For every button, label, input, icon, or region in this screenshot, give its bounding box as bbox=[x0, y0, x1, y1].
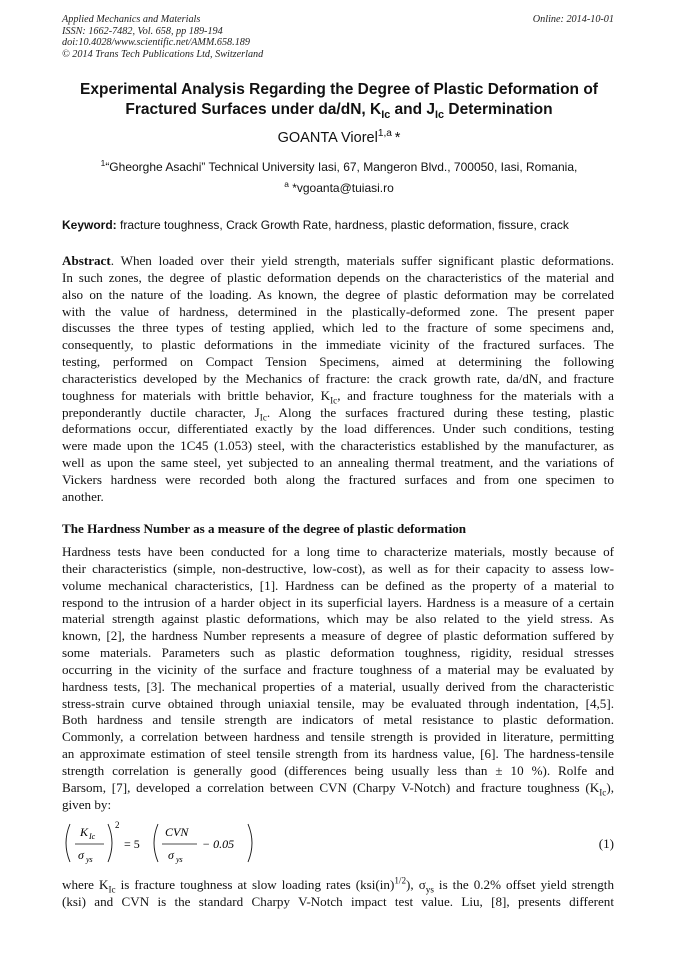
keywords-text: fracture toughness, Crack Growth Rate, hardness, plastic deformation, fissure, crack bbox=[116, 218, 569, 232]
svg-text:Ic: Ic bbox=[89, 832, 96, 841]
online-date: Online: 2014-10-01 bbox=[532, 14, 614, 25]
svg-text:= 5: = 5 bbox=[124, 837, 140, 851]
svg-text:− 0.05: − 0.05 bbox=[202, 837, 235, 851]
svg-text:2: 2 bbox=[115, 820, 120, 830]
equation-number: (1) bbox=[598, 836, 614, 851]
journal-name: Applied Mechanics and Materials bbox=[62, 14, 201, 25]
svg-text:ys: ys bbox=[86, 855, 93, 864]
equation-formula bbox=[62, 818, 322, 868]
svg-text:σ: σ bbox=[78, 848, 84, 862]
title-line-2: Fractured Surfaces under da/dN, $K_{Ic}$ and $J_{Ic}$ Determination bbox=[125, 100, 553, 121]
doi-line: doi:10.4028/www.scientific.net/AMM.658.189 bbox=[62, 37, 250, 49]
svg-text:CVN: CVN bbox=[165, 825, 189, 839]
svg-text:ys: ys bbox=[176, 855, 183, 864]
author-name: GOANTA Viorel$^{1,a}$ * bbox=[277, 128, 401, 146]
paper-title bbox=[60, 80, 618, 119]
author-email: $^a$ *vgoanta@tuiasi.ro bbox=[284, 179, 394, 195]
section-heading: The Hardness Number as a measure of the degree of plastic deformation bbox=[62, 521, 467, 536]
abstract: Abstract. When loaded over their yield strength, materials suffer significant plastic deformations. In such zones, the degree of plastic deformation depends on the characteristics of the material and also on the nature of the loading. As known, the degree of plastic deformation may be correlated with the value of hardness, determined in the plastically-deformed zone. The present paper discusses the three types of testing applied, which led to the fracture of some specimens and, consequently, to plastic deformations in the immediate vicinity of the fractured surfaces. The testing, performed on Compact Tension Specimens, aimed at determining the following characteristics developed by the Mechanics of fracture: the crack growth rate, da/dN, and fracture toughness for materials with brittle behavior, $K_{Ic}$, and fracture toughness for the materials with a preponderantly ductile character, $J_{Ic}$. Along the surfaces fractured during these testing, plastic deformations occur, differentiated exactly by the load differences. Under such conditions, testing were made upon the 1C45 (1.053) steel, with the characteristics established by the manufacturer, as well as upon the same steel, yet subjected to an annealing thermal treatment, and the variations of Vickers hardness were recorded both along the fractured surfaces and from one specimen to another. bbox=[62, 253, 614, 504]
svg-text:K: K bbox=[80, 825, 89, 839]
keywords bbox=[62, 218, 618, 232]
affiliation: $^1$“Gheorghe Asachi” Technical University Iasi, 67, Mangeron Blvd., 700050, Iasi, Romania, bbox=[100, 158, 578, 174]
title-line-1: Experimental Analysis Regarding the Degree of Plastic Deformation of bbox=[80, 81, 598, 98]
keywords-label: Keyword: bbox=[62, 218, 117, 232]
svg-text:σ: σ bbox=[168, 848, 174, 862]
abstract-label: Abstract bbox=[62, 253, 111, 268]
section-paragraph: Hardness tests have been conducted for a long time to characterize materials, mostly because of their characteristics (simple, non-destructive, low-cost), as well as for their capacity to assess low- volume mechanical characteristics, [1]. Hardness can be defined as the property of a material to respond to the intrusion of a harder object in its superficial layers. Hardness is a measure of a certain material strength against plastic deformations, which may be also related to the yield stress. As known, [2], the hardness Number represents a measure of degree of plastic deformation suffered by some materials. Parameters such as plastic deformation toughness, rigidity, residual stresses occurring in the vicinity of the surface and fracture toughness of a material may be evaluated by hardness tests, [3]. The mechanical properties of a material, usually derived from the characteristic stress-strain curve obtained through uniaxial tensile, may be evaluated through indentation, [4,5]. Both hardness and tensile strength are indicators of metal resistance to plastic deformation. Commonly, a correlation between hardness and tensile strength is provided in literature, permitting an approximate estimation of steel tensile strength from its hardness value, [6]. The hardness-tensile strength correlation is generally good (differences being usually less than ± 10 %). Rolfe and Barsom, [7], developed a correlation between CVN (Charpy V-Notch) and fracture toughness $(K_{Ic})$, given by: bbox=[62, 544, 614, 812]
equation-1 bbox=[62, 818, 618, 868]
paragraph-after-equation: where $K_{Ic}$ is fracture toughness at slow loading rates (ksi(in)$^{1/2}$), $\sigma_{ys}$ is the 0.2% offset yield strength (ksi) and CVN is the standard Charpy V-Notch impact test value. Liu, [8], presents different bbox=[62, 875, 614, 909]
journal-header bbox=[62, 14, 263, 60]
issn-line: ISSN: 1662-7482, Vol. 658, pp 189-194 bbox=[62, 25, 223, 37]
copyright-line: © 2014 Trans Tech Publications Ltd, Switzerland bbox=[62, 48, 264, 60]
